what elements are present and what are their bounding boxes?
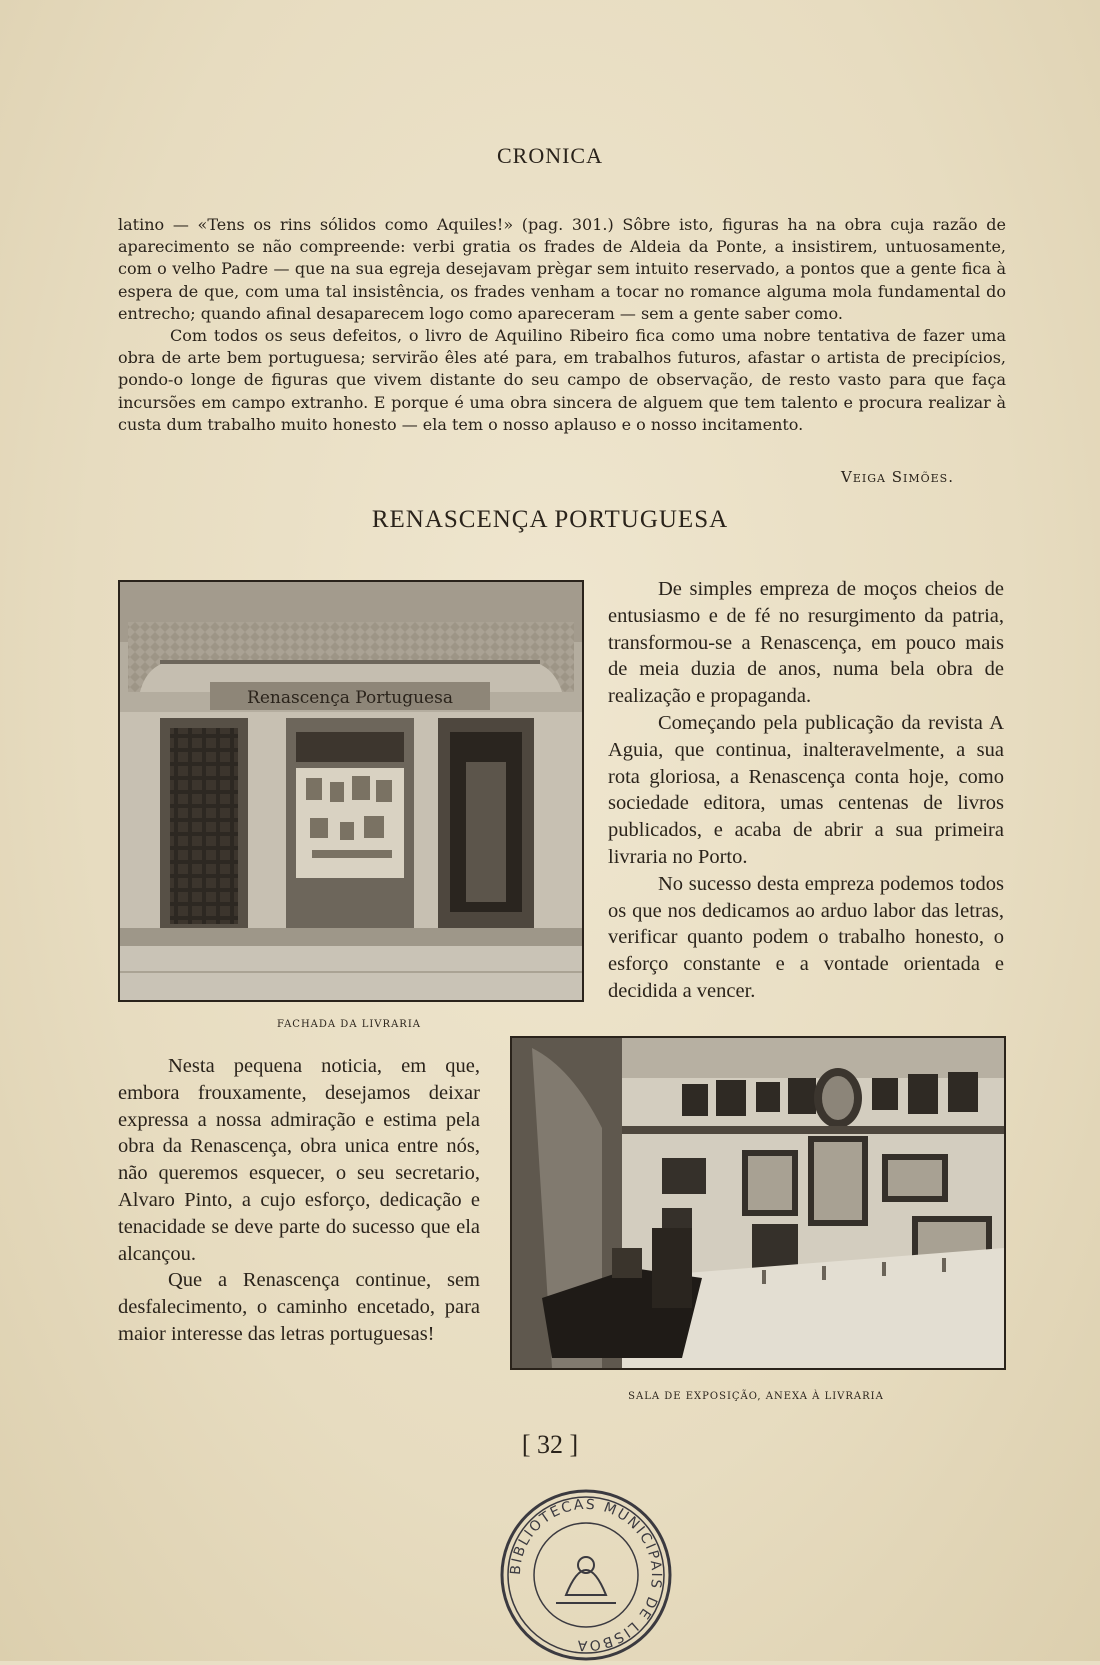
library-stamp (496, 1485, 676, 1665)
photo-shop-facade (118, 580, 584, 1002)
stamp-text: BIBLIOTECAS MUNICIPAIS DE LISBOA (507, 1496, 665, 1654)
left-paragraph-2: Que a Renascença continue, sem desfalecimento, o caminho encetado, para maior interesse das letras portuguesas! (118, 1269, 480, 1345)
review-paragraph-1: latino — «Tens os rins sólidos como Aquiles!» (pag. 301.) Sôbre isto, figuras ha na obra cuja razão de aparecimento se não compreende: verbi gratia os frades de Aldeia da Ponte, a insistirem, untuosamente, com o velho Padre — que na sua egreja desejavam prègar sem intuito reservado, a pontos que a gente fica à espera de que, com uma tal insistência, os frades venham a tocar no romance alguma mola fundamental do entrecho; quando afinal desaparecem logo como apareceram — sem a gente saber como. (118, 215, 1006, 323)
section-title: RENASCENÇA PORTUGUESA (371, 506, 729, 533)
page-number: [ 32 ] (521, 1430, 579, 1459)
left-paragraph-1: Nesta pequena noticia, em que, embora frouxamente, desejamos deixar expressa a nossa admiração e estima pela obra da Renascença, obra unica entre nós, não queremos esquecer, o seu secretario, Alvaro Pinto, a cujo esforço, dedicação e tenacidade se deve parte do sucesso que ela alcançou. (118, 1055, 480, 1265)
shop-sign-text: Renascença Portuguesa (247, 688, 453, 708)
shop-facade-illustration (120, 582, 582, 1000)
right-paragraph-2: Começando pela publicação da revista A Aguia, que continua, inalteravelmente, a sua rota gloriosa, a Renascença conta hoje, como sociedade editora, umas centenas de livros publicados, e acaba de abrir a sua primeira livraria no Porto. (608, 711, 1004, 868)
running-head: CRONICA (496, 143, 603, 168)
right-paragraph-1: De simples empreza de moços cheios de entusiasmo e de fé no resurgimento da patria, transformou-se a Renascença, em pouco mais de meia duzia de anos, numa bela obra de realização e propaganda. (608, 578, 1004, 708)
author-signature: Veiga Simões. (841, 468, 954, 486)
review-text (118, 214, 1006, 436)
exhibition-room-illustration (512, 1038, 1004, 1368)
left-column-text (118, 1053, 480, 1348)
review-paragraph-2: Com todos os seus defeitos, o livro de Aquilino Ribeiro fica como uma nobre tentativa de fazer uma obra de arte bem portuguesa; servirão êles até para, em trabalhos futuros, afastar o artista de precipícios, pondo-o longe de figuras que vivem distante do seu campo de observação, de resto vasto para que faça incursões em campo extranho. E porque é uma obra sincera de alguem que tem talento e procura realizar à custa dum trabalho muito honesto — ela tem o nosso aplauso e o nosso incitamento. (118, 326, 1006, 434)
right-paragraph-3: No sucesso desta empreza podemos todos os que nos dedicamos ao arduo labor das letras, verificar quanto podem o trabalho honesto, o esforço constante e a vontade orientada e decidida a vencer. (608, 872, 1004, 1002)
right-column-text (608, 576, 1004, 1005)
caption-shop-facade: FACHADA DA LIVRARIA (277, 1019, 421, 1030)
photo-exhibition-room (510, 1036, 1006, 1370)
caption-exhibition-room: SALA DE EXPOSIÇÃO, ANEXA À LIVRARIA (628, 1391, 884, 1402)
